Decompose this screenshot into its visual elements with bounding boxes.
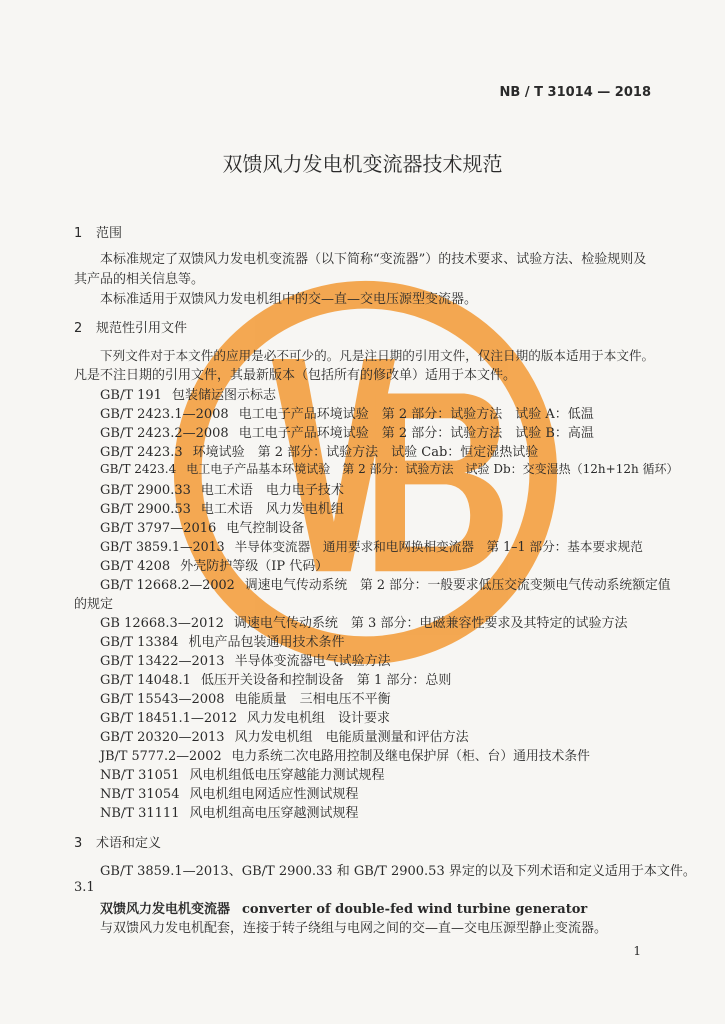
section-title: 范围: [96, 226, 123, 241]
section-title: 术语和定义: [96, 836, 162, 851]
reference-title: 风电机组低电压穿越能力测试规程: [189, 768, 385, 783]
reference-item: [100, 574, 671, 593]
reference-title: 低压开关设备和控制设备 第 1 部分：总则: [200, 673, 452, 688]
reference-item: [100, 688, 391, 707]
reference-title: 调速电气传动系统 第 2 部分：一般要求低压交流变频电气传动系统额定值: [244, 578, 671, 593]
reference-title: 电工术语 电力电子技术: [200, 483, 344, 498]
reference-title: 调速电气传动系统 第 3 部分：电磁兼容性要求及其特定的试验方法: [233, 616, 628, 631]
section-2-heading: [74, 317, 187, 336]
reference-code: GB/T 13422—2013: [100, 654, 225, 669]
reference-item: [100, 650, 391, 669]
reference-item: [100, 745, 590, 764]
reference-title: 外壳防护等级（IP 代码）: [180, 559, 329, 574]
reference-code: GB/T 2423.4: [100, 462, 177, 476]
reference-continuation: 的规定: [74, 597, 114, 612]
reference-title: 电能质量 三相电压不平衡: [234, 692, 391, 707]
section-number: 1: [74, 226, 83, 241]
reference-item: [100, 422, 594, 441]
reference-code: NB/T 31051: [100, 768, 180, 783]
reference-title: 电工电子产品环境试验 第 2 部分：试验方法 试验 B：高温: [238, 426, 594, 441]
reference-title: 风力发电机组 电能质量测量和评估方法: [234, 730, 469, 745]
reference-item: [100, 498, 344, 517]
reference-item: [100, 384, 276, 403]
reference-title: 电工电子产品基本环境试验 第 2 部分：试验方法 试验 Db：交变湿热（12h+12h 循环）: [186, 462, 679, 476]
section-1-heading: [74, 222, 122, 241]
reference-code: GB/T 18451.1—2012: [100, 711, 237, 726]
term-chinese: 双馈风力发电机变流器: [100, 902, 231, 917]
reference-title: 电气控制设备: [226, 521, 305, 536]
reference-item: [100, 764, 384, 783]
reference-code: GB/T 14048.1: [100, 673, 191, 688]
section-number: 2: [74, 321, 83, 336]
reference-code: GB/T 2900.53: [100, 502, 191, 517]
reference-code: NB/T 31054: [100, 787, 180, 802]
section-3-heading: [74, 832, 161, 851]
scope-paragraph-1-line-2: 其产品的相关信息等。: [74, 272, 205, 287]
reference-code: GB/T 2423.1—2008: [100, 407, 229, 422]
reference-title: 机电产品包装通用技术条件: [188, 635, 345, 650]
reference-code: GB/T 3859.1—2013: [100, 539, 225, 554]
reference-title: 风电机组电网适应性测试规程: [189, 787, 359, 802]
reference-item: [100, 707, 390, 726]
reference-item: [100, 479, 344, 498]
reference-item: [100, 555, 328, 574]
reference-title: 风力发电机组 设计要求: [246, 711, 390, 726]
reference-code: GB/T 15543—2008: [100, 692, 225, 707]
reference-item: [100, 517, 304, 536]
reference-item: [100, 802, 358, 821]
reference-item: [100, 460, 679, 477]
reference-code: GB/T 20320—2013: [100, 730, 225, 745]
refs-intro-line-1: 下列文件对于本文件的应用是必不可少的。凡是注日期的引用文件，仅注日期的版本适用于本文件。: [100, 348, 655, 363]
terms-intro: GB/T 3859.1—2013、GB/T 2900.33 和 GB/T 2900.53 界定的以及下列术语和定义适用于本文件。: [100, 864, 696, 879]
term-number: 3.1: [74, 880, 95, 895]
reference-title: 电工电子产品环境试验 第 2 部分：试验方法 试验 A：低温: [238, 407, 594, 422]
reference-title: 包装储运图示标志: [171, 388, 276, 403]
section-number: 3: [74, 836, 83, 851]
term-english: converter of double-fed wind turbine generator: [242, 902, 588, 917]
reference-title: 环境试验 第 2 部分：试验方法 试验 Cab：恒定湿热试验: [192, 445, 539, 460]
reference-item: [100, 669, 451, 688]
term-definition: 与双馈风力发电机配套，连接于转子绕组与电网之间的交—直—交电压源型静止变流器。: [100, 921, 608, 936]
reference-code: GB/T 3797—2016: [100, 521, 217, 536]
reference-item: [100, 441, 538, 460]
refs-intro-line-2: 凡是不注日期的引用文件，其最新版本（包括所有的修改单）适用于本文件。: [74, 368, 517, 383]
document-title: 双馈风力发电机变流器技术规范: [222, 152, 503, 176]
scope-paragraph-2: 本标准适用于双馈风力发电机组中的交—直—交电压源型变流器。: [100, 292, 478, 307]
scope-paragraph-1-line-1: 本标准规定了双馈风力发电机变流器（以下简称“变流器”）的技术要求、试验方法、检验规则及: [100, 252, 647, 267]
reference-code: GB/T 12668.2—2002: [100, 578, 235, 593]
reference-code: GB/T 2423.2—2008: [100, 426, 229, 441]
section-title: 规范性引用文件: [96, 321, 188, 336]
reference-title: 半导体变流器电气试验方法: [234, 654, 391, 669]
reference-title: 电工术语 风力发电机组: [200, 502, 344, 517]
reference-title: 半导体变流器 通用要求和电网换相变流器 第 1–1 部分：基本要求规范: [234, 539, 643, 554]
term-heading: [100, 898, 587, 917]
reference-title: 风电机组高电压穿越测试规程: [189, 806, 359, 821]
reference-code: GB/T 2900.33: [100, 483, 191, 498]
reference-code: GB/T 191: [100, 388, 162, 403]
reference-item: [100, 403, 594, 422]
reference-item: [100, 783, 358, 802]
reference-code: GB/T 4208: [100, 559, 171, 574]
reference-code: NB/T 31111: [100, 806, 180, 821]
reference-code: GB 12668.3—2012: [100, 616, 224, 631]
reference-title: 电力系统二次电路用控制及继电保护屏（柜、台）通用技术条件: [231, 749, 590, 764]
reference-code: GB/T 2423.3: [100, 445, 183, 460]
reference-item: [100, 631, 345, 650]
standard-code-header: NB / T 31014 — 2018: [499, 85, 651, 100]
reference-item: [100, 726, 469, 745]
reference-item: [100, 536, 643, 555]
reference-code: GB/T 13384: [100, 635, 179, 650]
reference-item: [100, 612, 627, 631]
page-number: 1: [633, 944, 641, 958]
reference-code: JB/T 5777.2—2002: [100, 749, 222, 764]
